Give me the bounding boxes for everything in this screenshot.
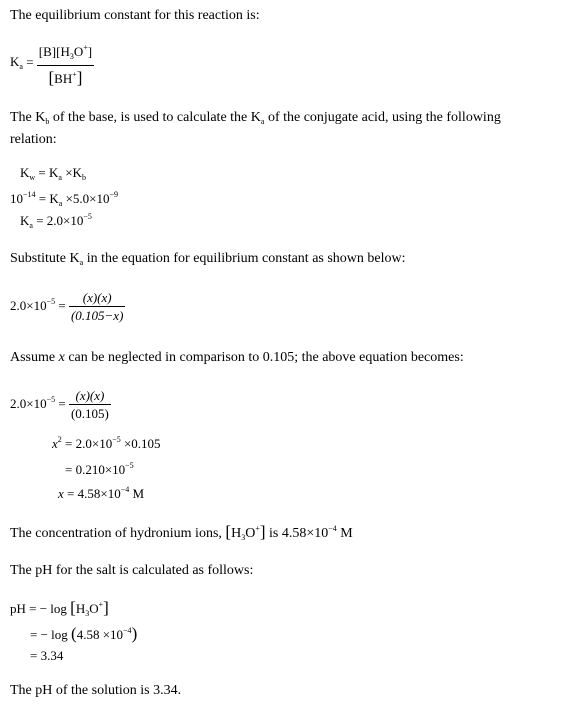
substitute-text: Substitute $K_a$ in the equation for equilibrium constant as shown below: <box>10 251 406 267</box>
ka-result: $K_a = 2.0\times 10^{-5}$ <box>20 212 92 230</box>
relation-word: relation: <box>10 132 57 147</box>
approx-denominator: (0.105) <box>70 406 109 421</box>
x-result: $x = 4.58\times 10^{-4}$ M <box>58 485 145 501</box>
ka-expression <box>10 40 94 87</box>
ka-label: $K_a$ <box>10 54 23 72</box>
ka-numerator: $[B][H_3O^+]$ <box>38 43 93 61</box>
hydronium-text: The concentration of hydronium ions, $[H_3O^+]$ is $4.58\times 10^{-4}$ M <box>10 522 353 542</box>
ka-fraction <box>37 40 94 87</box>
intro-text: The equilibrium constant for this reaction is: <box>10 8 260 23</box>
substituted-denominator: (0.105−x) <box>70 308 124 323</box>
ph-calc-text: The pH for the salt is calculated as follows: <box>10 563 254 578</box>
kb-relation-text: The $K_b$ of the base, is used to calculate the $K_a$ of the conjugate acid, using the following <box>10 110 501 126</box>
kw-substitution: $10^{-14} = K_a \times 5.0\times 10^{-9}$ <box>10 190 118 208</box>
kw-equation: $K_w = K_a \times K_b$ <box>20 165 86 182</box>
ph-substitution: = − $\log (4.58 \times 10^{-4})$ <box>30 624 138 643</box>
ph-final-text: The pH of the solution is 3.34. <box>10 683 182 698</box>
substituted-equation: $2.0\times 10^{-5}$ = $\frac{(x)(x)}{(0.105-x)}$ <box>10 290 124 323</box>
equals-sign: = <box>22 54 34 70</box>
ph-definition: pH = − $\log [H_3O^+]$ <box>10 598 109 618</box>
approx-fraction <box>69 388 111 422</box>
approx-equation: $2.0\times 10^{-5}$ = $\frac{(x)(x)}{(0.105)}$ <box>10 388 109 421</box>
substituted-fraction <box>69 290 125 324</box>
x-squared-result: = $0.210\times 10^{-5}$ <box>65 461 134 477</box>
ph-result: = 3.34 <box>30 648 64 663</box>
ka-denominator: [BH+] <box>37 65 94 87</box>
assume-text: Assume x can be neglected in comparison to 0.105; the above equation becomes: <box>10 350 464 365</box>
approx-numerator: (x)(x) <box>75 388 105 403</box>
x-squared-line: $x^2 = 2.0\times 10^{-5} \times 0.105$ <box>52 435 161 451</box>
substituted-numerator: (x)(x) <box>82 290 112 305</box>
